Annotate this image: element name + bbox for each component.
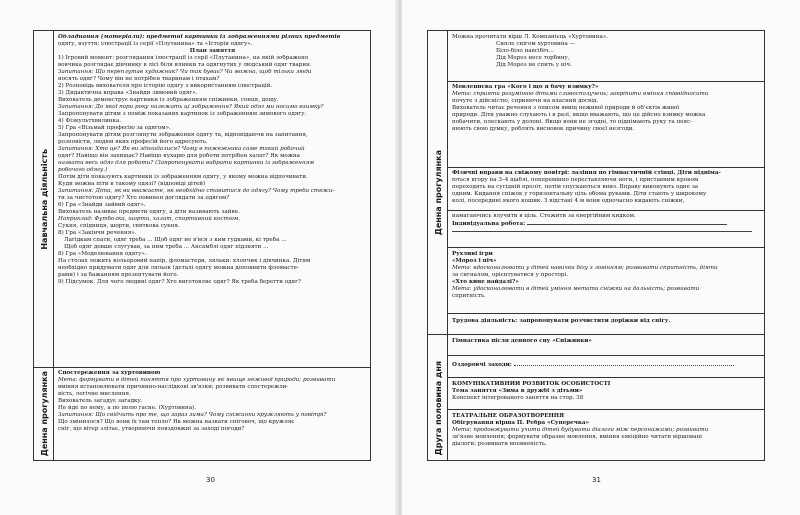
- text-line: ти за чистотою одягу? Хто повинен доглядати за одягом?: [58, 195, 230, 201]
- text-line: 9) Підсумок. Для чого людині одяг? Хто виготовляє одяг? Як треба берегти одяг?: [58, 279, 301, 285]
- text-line: Не йде по нему, а по полю гасне. (Хуртовина).: [58, 405, 197, 411]
- text-line: Мета: удосконалювати в дітей уміння метати сніжки на дальність; розвивати: [452, 286, 700, 292]
- text-line: природи. Діти уважно слухають і в разі, якщо вважають, що це дійсно взимку можна: [452, 112, 706, 118]
- text-line: необхідно придумати одяг для ляльок (деталі одягу можна доповнити фломасте-: [58, 265, 299, 271]
- left-page-frame: [33, 30, 371, 461]
- divider: [448, 167, 764, 168]
- text-line: 6) Гра «Знайди зайвий одяг».: [58, 202, 146, 208]
- text-line: Лагідкам спати, одяг треба ... Щоб одяг не в'вся з ким гудками, кі треба ...: [64, 237, 287, 243]
- plan-heading: План заняття: [189, 48, 236, 54]
- individual-work-block: [452, 213, 761, 234]
- day-walk-text: [58, 370, 367, 433]
- text-line: переходять на сусідній проліт, потім спускаються вниз. Вправу виконують одне за: [452, 184, 699, 190]
- poem-block: [452, 34, 761, 69]
- gymnastics-heading: Гімнастика після денного сну «Сніжинки»: [452, 338, 592, 344]
- text-line: 4) Фізкультхвилинка.: [58, 118, 122, 124]
- text-line: почуте з дійсністю, сприяючи на власний досвід.: [452, 98, 599, 104]
- observation-heading: Спостереження за хуртовиною: [58, 370, 161, 376]
- section-label-afternoon: Друга половина дня: [433, 360, 443, 456]
- poem-line: Сипле снігом хуртовина —: [496, 41, 576, 47]
- game-title: «Хто кине найдалі?»: [452, 279, 519, 285]
- text-line: На столах лежить кольоровий папір, фломастери, ляльки: хлопчик і дівчинка. Дітям: [58, 258, 311, 264]
- lesson-topic: Тема заняття «Зима в дружбі з дітьми»: [452, 388, 583, 394]
- text-line: 8) Гра «Закінчи речення».: [58, 230, 137, 236]
- text-line: Запитання: Що свідчить про те, що зараз зима? Чому сніжинки кружляють у повітрі?: [58, 412, 327, 418]
- text-line: нюють свою думку, роблять висновок причину своєї незгоди.: [452, 126, 635, 132]
- text-line: за сигналом, орієнтуватися у просторі.: [452, 272, 569, 278]
- section-label-day-walk: Денна прогулянка: [433, 150, 443, 236]
- poem-line: Дід Мороз не спить у ніч.: [496, 62, 572, 68]
- section-divider: [428, 334, 764, 335]
- section-heading: ТЕАТРАЛЬНЕ ОБРАЗОТВОРЕННЯ: [452, 413, 565, 419]
- text-line: Сукня, спідниця, шорти, святкова сукня.: [58, 223, 180, 229]
- text-line: Фізичні вправи на свіжому повітрі: лазіння по гімнастичній стінці. Діти підніма-: [452, 170, 721, 176]
- text-line: намагаючись влучити в ціль. Стежити за енергійним кидком.: [452, 213, 636, 219]
- text-line: Куди можна піти в такому одязі? (відповіді дітей): [58, 181, 206, 187]
- text-line: діалоги; розвивати впевненість.: [452, 441, 547, 447]
- text-line: ються вгору на 3–4 щаблі, поперемінно переставляючи ноги, і приставним кроком: [452, 177, 699, 183]
- section-label-day-walk: Денна прогулянка: [39, 371, 49, 457]
- page-number: 31: [592, 476, 601, 484]
- text-line: Мета: формувати в дітей поняття про хуртовину як явище неживої природи; розвивати: [58, 377, 336, 383]
- text-line: Щоб одяг довше слугував, за ним треба ... Ансамблі одяг підзняти ...: [64, 244, 269, 250]
- games-heading: Рухливі ігри: [452, 251, 493, 257]
- text-line: Трудова діяльність: запропонувати розчистити доріжки від снігу.: [452, 318, 671, 324]
- text-line: одягу, взуття; ілюстрації із серії «Плутанина» та «Історія одягу».: [58, 41, 253, 47]
- text-line: Вихователь демонструє картинки із зображенням сніжинки, сонця, дощу.: [58, 97, 279, 103]
- poem-line: Дід Мороз несе торбину,: [496, 55, 570, 61]
- section-divider: [34, 367, 370, 368]
- text-line: 8) Гра «Моделювання одягу».: [58, 251, 147, 257]
- text-line: спритність.: [452, 293, 486, 299]
- text-line: Мета: продовжувати учити дітей будувати діалоги між персонажами; розвивати: [452, 427, 709, 433]
- right-page: [402, 0, 800, 515]
- blank-line: [452, 227, 761, 234]
- text-line: Обладнання (матеріали): предметні картинки із зображеннями різних предметів: [58, 34, 341, 40]
- text-line: Що змінилося? Що вони їх там тепло? Як можна назвати сніговоч, що кружляє: [58, 419, 295, 425]
- text-line: назвати весь одяг для роботи? (Запропонувати вибрати картинки із зображенням: [58, 160, 315, 166]
- speech-game-block: [452, 84, 761, 133]
- text-line: вміння встановлювати причинно-наслідкові зв'язки; розвивати спостережли-: [58, 384, 289, 390]
- divider: [448, 355, 764, 356]
- text-line: колі, посередині якого кошик. З відстані 4 м вони одночасно кидають сніжки,: [452, 198, 685, 204]
- text-line: рами) і за бажанням презентувати його.: [58, 272, 179, 278]
- section-label-learning: Навчальна діяльність: [39, 148, 49, 250]
- game-heading: Мовленнєва гра «Кого і що я бачу взимку?»: [452, 84, 599, 90]
- text-line: Мета: вдосконалювати у дітей навички бігу з ловінням; розвивати спритність, діяти: [452, 265, 718, 271]
- poem-line: Біло-біло навсібіч...: [496, 48, 554, 54]
- text-line: Запитання: Діти, як ви вважаєте, як необхідно ставитися до одягу? Чому треба стежи-: [58, 188, 335, 194]
- right-page-frame: [427, 30, 765, 461]
- outdoor-games-block: [452, 251, 761, 300]
- text-line: 1) Ігровий момент: розглядання ілюстрації із серії «Плутанина», на якій зображено: [58, 55, 309, 61]
- text-line: Мета: сприяти розумінню дітьми словосполучень; закріпити вміння співвідносити: [452, 91, 709, 97]
- divider: [448, 247, 764, 248]
- labor-block: [452, 318, 761, 325]
- text-line: одним. Кидання сніжок у горизонтальну ціль обома руками. Діти стають у широкому: [452, 191, 707, 197]
- text-line: носять одяг? Чому він не потрібен тваринам і птахам?: [58, 76, 220, 82]
- text-line: зв'язне мовлення; формувати образне мовлення, вміння емоційно читати віршовані: [452, 434, 702, 440]
- text-line: Можна прочитати вірш Л. Компанієць «Хуртовина».: [452, 34, 608, 40]
- text-line: Вихователь загадує загадку.: [58, 398, 143, 404]
- learning-activity-text: [58, 34, 367, 286]
- wellness-block: [452, 361, 761, 368]
- lesson-topic: Обігрування вірша П. Ребра «Суперечка»: [452, 420, 589, 426]
- divider: [448, 377, 764, 378]
- text-line: Потім діти показують картинки із зображенням одягу, у якому можна відпочивати.: [58, 174, 308, 180]
- divider: [448, 81, 764, 82]
- page-number: 30: [206, 476, 215, 484]
- text-line: 3) Дидактична вправа «Знайди зимовий одяг».: [58, 90, 198, 96]
- game-title: «Мороз і піч»: [452, 258, 497, 264]
- text-line: Вихователь читає речення з описом явищ неживої природи й об'єктів живої: [452, 105, 680, 111]
- text-line: 2) Розповідь вихователя про історію одягу з використанням ілюстрацій.: [58, 83, 273, 89]
- text-line: Запропонувати дітям розглянути зображення одягу та, відповідаючи на запитання,: [58, 132, 308, 138]
- text-line: сніг, що вітер злітає, утворюючи повздовжні за заході погоди?: [58, 426, 245, 432]
- theatre-block: [452, 413, 761, 448]
- text-line: Запитання: Що переплутав художник? Чи так буває? Чи можна, щоб тільки люди: [58, 69, 312, 75]
- text-line: Вихователь називає предмети одягу, а діти називають зайве.: [58, 209, 240, 215]
- text-line: одяг? Навіщо він захищає? Навіщо кухарю для роботи потрібен халат? Як можна: [58, 153, 301, 159]
- communicative-block: [452, 381, 761, 402]
- text-line: робочого одягу.): [58, 167, 108, 173]
- text-line: Індивідуальна робота:: [452, 220, 761, 227]
- text-line: Конспект інтегрованого заняття на стор. 38: [452, 395, 584, 401]
- left-page: [0, 0, 398, 515]
- text-line: Запропонувати дітям з поміж показаних картинок із зображенням зимового одягу.: [58, 111, 307, 117]
- text-line: 5) Гра «Візьмай професію за одягом».: [58, 125, 171, 131]
- text-line: вість, логічне мислення.: [58, 391, 131, 397]
- text-line: Запитання: Хто це? Як ви здогадалися? Чому в пожежника саме такий робочий: [58, 146, 305, 152]
- divider: [448, 210, 764, 211]
- text-line: Оздоровчі заходи:: [452, 361, 761, 368]
- text-line: побачити, плескають у долоні. Якщо вони не згодні, то піднімають руку та пояс-: [452, 119, 693, 125]
- text-line: Запитання: До якої пори року належать ці зображення? Який одяг ми носимо взимку?: [58, 104, 324, 110]
- exercise-block: [452, 170, 761, 205]
- text-line: розповісти, людям яких професій його адресують.: [58, 139, 208, 145]
- gymnastics-block: [452, 338, 761, 345]
- section-heading: КОМУНІКАТИВНИЙ РОЗВИТОК ОСОБИСТОСТІ: [452, 381, 611, 387]
- text-line: Наприклад: Футболка, шорти, халат, спортивний костюм.: [58, 216, 241, 222]
- text-line: вовчика розглядає дівчинку в лісі біля ялинки та одягнутих у людський одяг тварин.: [58, 62, 312, 68]
- divider: [448, 313, 764, 314]
- divider: [448, 409, 764, 410]
